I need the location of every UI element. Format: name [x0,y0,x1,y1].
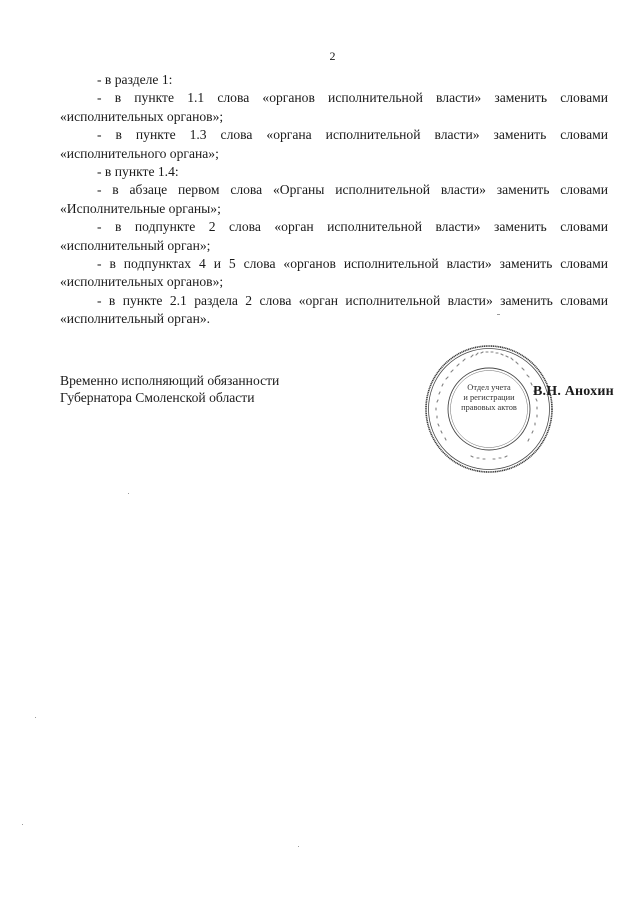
amendment-item: - в пункте 1.1 слова «органов исполнительной власти» заменить словами «исполнительных органов»; [60,90,608,124]
amendment-item: - в подпунктах 4 и 5 слова «органов исполнительной власти» заменить словами «исполнительных органов»; [60,256,608,290]
scan-speck [35,717,36,718]
scan-speck [497,314,500,315]
amendment-item: - в подпункте 2 слова «орган исполнительной власти» заменить словами «исполнительный орган»; [60,219,608,253]
amendment-item: - в пункте 1.3 слова «органа исполнительной власти» заменить словами «исполнительного органа»; [60,127,608,161]
scan-speck [22,824,23,825]
signer-name: В.Н. Анохин [533,384,614,399]
scan-speck [298,846,299,847]
amendment-item: - в пункте 1.4: [97,164,179,180]
signatory-title-line: Временно исполняющий обязанности [60,373,280,388]
amendments-text [60,71,608,329]
stamp-inner-text [451,383,527,413]
stamp-text-line: правовых актов [461,403,517,412]
amendment-item: - в разделе 1: [97,72,173,87]
amendment-item: - в абзаце первом слова «Органы исполнительной власти» заменить словами «Исполнительные органы»; [60,182,608,216]
official-stamp [423,343,555,475]
stamp-text-line: Отдел учета [467,383,511,392]
page-number: 2 [329,49,336,63]
signatory-title-line: Губернатора Смоленской области [60,390,255,405]
signatory-title [60,372,279,406]
scan-speck [128,493,129,494]
stamp-text-line: и регистрации [463,393,515,402]
amendment-item: - в пункте 2.1 раздела 2 слова «орган исполнительной власти» заменить словами «исполнительный орган». [60,292,608,327]
